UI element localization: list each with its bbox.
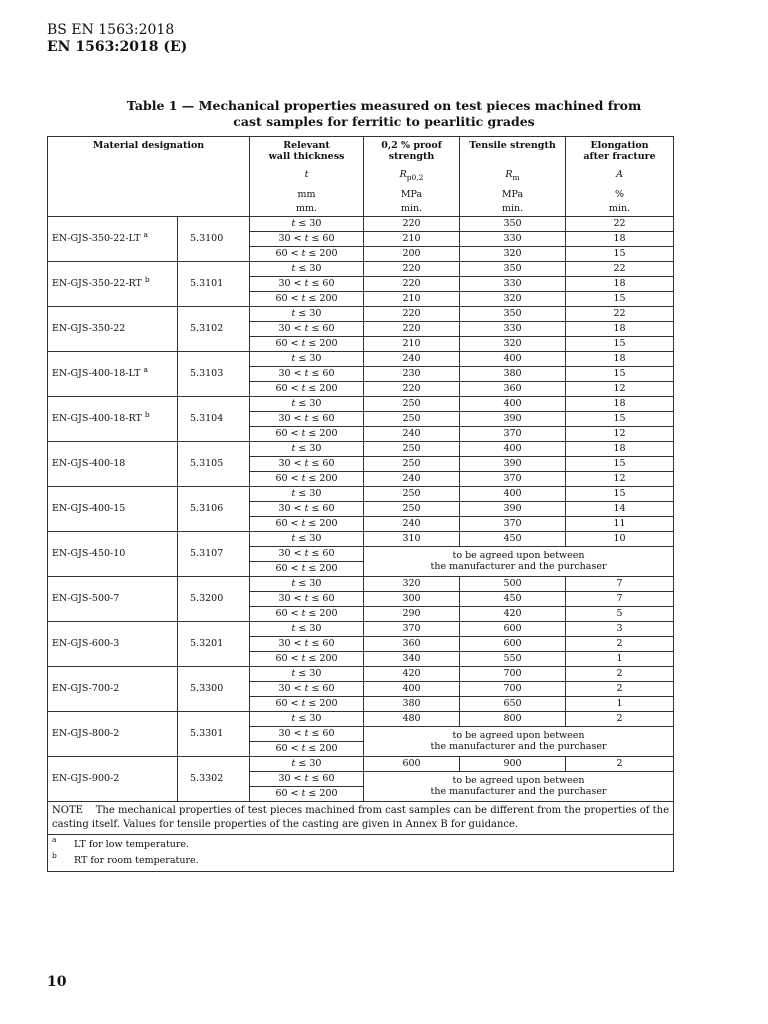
wall-thickness-range: 60 < t ≤ 200 [250, 786, 364, 801]
wall-thickness-range: t ≤ 30 [250, 621, 364, 636]
tensile-strength-value: 380 [460, 366, 566, 381]
grade-number: 5.3105 [178, 441, 250, 486]
wall-thickness-range: 60 < t ≤ 200 [250, 246, 364, 261]
wall-thickness-range: t ≤ 30 [250, 531, 364, 546]
thickness-variable: t [301, 383, 306, 394]
grade-number: 5.3301 [178, 711, 250, 756]
header-proof-strength-line-2: strength [388, 151, 435, 162]
thickness-variable: t [301, 698, 306, 709]
grade-symbol [48, 351, 178, 396]
proof-strength-value: 240 [364, 351, 460, 366]
table-row [48, 711, 674, 726]
thickness-variable: t [291, 353, 296, 364]
wall-thickness-range: 30 < t ≤ 60 [250, 321, 364, 336]
thickness-variable: t [304, 503, 309, 514]
elongation-value: 5 [566, 606, 674, 621]
proof-strength-value: 250 [364, 411, 460, 426]
table-row [48, 216, 674, 231]
elongation-value: 18 [566, 396, 674, 411]
grade-number: 5.3103 [178, 351, 250, 396]
thickness-variable: t [304, 638, 309, 649]
table-row [48, 351, 674, 366]
proof-strength-value: 370 [364, 621, 460, 636]
table-row [48, 756, 674, 771]
elongation-value: 10 [566, 531, 674, 546]
thickness-variable: t [304, 323, 309, 334]
thickness-variable: t [291, 533, 296, 544]
tensile-strength-value: 320 [460, 291, 566, 306]
grade-number: 5.3300 [178, 666, 250, 711]
thickness-variable: t [291, 308, 296, 319]
header-material-designation: Material designation [48, 137, 250, 217]
grade-number: 5.3101 [178, 261, 250, 306]
elongation-value: 15 [566, 411, 674, 426]
elongation-value: 1 [566, 696, 674, 711]
tensile-strength-value: 330 [460, 276, 566, 291]
tensile-strength-value: 330 [460, 321, 566, 336]
tensile-strength-value: 350 [460, 306, 566, 321]
thickness-variable: t [291, 398, 296, 409]
wall-thickness-range: 30 < t ≤ 60 [250, 231, 364, 246]
table-row [48, 306, 674, 321]
header-proof-strength-line-1: 0,2 % proof [381, 140, 442, 151]
symbol-rm [460, 162, 566, 186]
wall-thickness-range: 60 < t ≤ 200 [250, 426, 364, 441]
tensile-strength-value: 600 [460, 636, 566, 651]
proof-strength-value: 220 [364, 216, 460, 231]
wall-thickness-range: 30 < t ≤ 60 [250, 456, 364, 471]
thickness-variable: t [301, 653, 306, 664]
elongation-value: 22 [566, 216, 674, 231]
proof-strength-value: 310 [364, 531, 460, 546]
elongation-value: 18 [566, 321, 674, 336]
grade-symbol-text: EN-GJS-450-10 [52, 548, 126, 559]
min-proof: min. [364, 202, 460, 216]
elongation-value: 2 [566, 711, 674, 726]
agreement-note-line-2: the manufacturer and the purchaser [430, 561, 607, 572]
agreement-note-line-2: the manufacturer and the purchaser [430, 786, 607, 797]
thickness-variable: t [291, 623, 296, 634]
header-wall-thickness-line-2: wall thickness [268, 151, 345, 162]
thickness-variable: t [291, 218, 296, 229]
grade-symbol [48, 261, 178, 306]
min-mm: mm. [250, 202, 364, 216]
tensile-strength-value: 390 [460, 456, 566, 471]
thickness-variable: t [304, 458, 309, 469]
grade-symbol-text: EN-GJS-350-22-RT [52, 278, 142, 289]
thickness-variable: t [301, 428, 306, 439]
wall-thickness-range: 30 < t ≤ 60 [250, 546, 364, 561]
proof-strength-value: 380 [364, 696, 460, 711]
grade-symbol-text: EN-GJS-500-7 [52, 593, 120, 604]
thickness-variable: t [291, 668, 296, 679]
unit-mpa-tensile: MPa [460, 186, 566, 202]
tensile-strength-value: 370 [460, 471, 566, 486]
grade-footnote-ref: b [144, 409, 150, 419]
proof-strength-value: 250 [364, 501, 460, 516]
elongation-value: 15 [566, 246, 674, 261]
elongation-value: 12 [566, 471, 674, 486]
elongation-value: 22 [566, 261, 674, 276]
proof-strength-value: 200 [364, 246, 460, 261]
grade-symbol [48, 531, 178, 576]
proof-strength-value: 250 [364, 456, 460, 471]
grade-symbol [48, 216, 178, 261]
elongation-value: 3 [566, 621, 674, 636]
thickness-variable: t [304, 728, 309, 739]
thickness-variable: t [291, 263, 296, 274]
grade-number: 5.3107 [178, 531, 250, 576]
proof-strength-value: 300 [364, 591, 460, 606]
page-number: 10 [47, 974, 67, 990]
proof-strength-value: 240 [364, 471, 460, 486]
wall-thickness-range: 60 < t ≤ 200 [250, 561, 364, 576]
grade-symbol [48, 621, 178, 666]
wall-thickness-range: t ≤ 30 [250, 486, 364, 501]
thickness-variable: t [301, 563, 306, 574]
wall-thickness-range: 30 < t ≤ 60 [250, 411, 364, 426]
header-tensile-strength: Tensile strength [460, 137, 566, 163]
table-row [48, 666, 674, 681]
wall-thickness-range: 60 < t ≤ 200 [250, 696, 364, 711]
unit-mpa-proof: MPa [364, 186, 460, 202]
grade-number: 5.3104 [178, 396, 250, 441]
wall-thickness-range: t ≤ 30 [250, 351, 364, 366]
wall-thickness-range: 60 < t ≤ 200 [250, 516, 364, 531]
wall-thickness-range: 60 < t ≤ 200 [250, 651, 364, 666]
proof-strength-value: 240 [364, 426, 460, 441]
grade-symbol-text: EN-GJS-350-22 [52, 323, 126, 334]
grade-number: 5.3106 [178, 486, 250, 531]
symbol-t: t [250, 162, 364, 186]
proof-strength-value: 220 [364, 306, 460, 321]
thickness-variable: t [304, 548, 309, 559]
grade-symbol [48, 306, 178, 351]
grade-footnote-ref: b [144, 274, 150, 284]
tensile-strength-value: 360 [460, 381, 566, 396]
document-header-bs: BS EN 1563:2018 [47, 22, 175, 38]
unit-percent: % [566, 186, 674, 202]
wall-thickness-range: t ≤ 30 [250, 261, 364, 276]
grade-footnote-ref: a [143, 364, 148, 374]
proof-strength-value: 220 [364, 276, 460, 291]
tensile-strength-value: 320 [460, 246, 566, 261]
table-row [48, 396, 674, 411]
tensile-strength-value: 400 [460, 441, 566, 456]
grade-number: 5.3201 [178, 621, 250, 666]
elongation-value: 7 [566, 576, 674, 591]
header-elongation-line-1: Elongation [590, 140, 649, 151]
thickness-variable: t [301, 473, 306, 484]
thickness-variable: t [301, 743, 306, 754]
tensile-strength-value: 600 [460, 621, 566, 636]
footnote-a-text: LT for low temperature. [74, 838, 190, 850]
grade-symbol [48, 666, 178, 711]
table-caption-line-1: Table 1 — Mechanical properties measured on test pieces machined from [126, 98, 642, 113]
wall-thickness-range: 30 < t ≤ 60 [250, 771, 364, 786]
header-elongation-line-2: after fracture [583, 151, 656, 162]
wall-thickness-range: t ≤ 30 [250, 711, 364, 726]
symbol-rm-subscript: m [512, 172, 520, 182]
elongation-value: 12 [566, 426, 674, 441]
grade-number: 5.3102 [178, 306, 250, 351]
wall-thickness-range: 30 < t ≤ 60 [250, 591, 364, 606]
thickness-variable: t [291, 443, 296, 454]
elongation-value: 14 [566, 501, 674, 516]
agreement-note [364, 726, 674, 756]
table-row [48, 621, 674, 636]
header-elongation [566, 137, 674, 163]
thickness-variable: t [301, 608, 306, 619]
proof-strength-value: 400 [364, 681, 460, 696]
document-header-en: EN 1563:2018 (E) [47, 39, 188, 55]
tensile-strength-value: 400 [460, 351, 566, 366]
grade-symbol-text: EN-GJS-700-2 [52, 683, 120, 694]
proof-strength-value: 230 [364, 366, 460, 381]
wall-thickness-range: 30 < t ≤ 60 [250, 726, 364, 741]
wall-thickness-range: 30 < t ≤ 60 [250, 501, 364, 516]
grade-number: 5.3100 [178, 216, 250, 261]
note-text: The mechanical properties of test pieces machined from cast samples can be different from the properties of the casting itself. Values for tensile properties of the casting are given in Annex B for guidance. [52, 804, 670, 830]
grade-symbol-text: EN-GJS-400-18-RT [52, 413, 142, 424]
wall-thickness-range: t ≤ 30 [250, 756, 364, 771]
wall-thickness-range: 60 < t ≤ 200 [250, 606, 364, 621]
agreement-note-line-1: to be agreed upon between [452, 730, 585, 741]
elongation-value: 12 [566, 381, 674, 396]
tensile-strength-value: 400 [460, 486, 566, 501]
grade-symbol-text: EN-GJS-800-2 [52, 728, 120, 739]
thickness-variable: t [304, 773, 309, 784]
elongation-value: 15 [566, 486, 674, 501]
elongation-value: 15 [566, 291, 674, 306]
proof-strength-value: 340 [364, 651, 460, 666]
wall-thickness-range: 60 < t ≤ 200 [250, 381, 364, 396]
proof-strength-value: 220 [364, 261, 460, 276]
tensile-strength-value: 320 [460, 336, 566, 351]
tensile-strength-value: 650 [460, 696, 566, 711]
thickness-variable: t [301, 518, 306, 529]
tensile-strength-value: 350 [460, 216, 566, 231]
elongation-value: 2 [566, 666, 674, 681]
wall-thickness-range: t ≤ 30 [250, 396, 364, 411]
table-caption-line-2: cast samples for ferritic to pearlitic grades [233, 114, 535, 129]
header-proof-strength [364, 137, 460, 163]
proof-strength-value: 360 [364, 636, 460, 651]
wall-thickness-range: 30 < t ≤ 60 [250, 366, 364, 381]
wall-thickness-range: t ≤ 30 [250, 441, 364, 456]
thickness-variable: t [291, 758, 296, 769]
grade-symbol-text: EN-GJS-400-18-LT [52, 368, 141, 379]
thickness-variable: t [304, 683, 309, 694]
symbol-rp-subscript: p0,2 [406, 172, 424, 182]
thickness-variable: t [301, 788, 306, 799]
thickness-variable: t [301, 248, 306, 259]
proof-strength-value: 220 [364, 321, 460, 336]
grade-symbol-text: EN-GJS-400-15 [52, 503, 126, 514]
symbol-rp02 [364, 162, 460, 186]
elongation-value: 18 [566, 276, 674, 291]
grade-symbol [48, 486, 178, 531]
table-row [48, 486, 674, 501]
wall-thickness-range: 30 < t ≤ 60 [250, 276, 364, 291]
tensile-strength-value: 800 [460, 711, 566, 726]
symbol-rp-letter: R [399, 168, 407, 180]
grade-footnote-ref: a [143, 229, 148, 239]
elongation-value: 18 [566, 351, 674, 366]
thickness-variable: t [291, 578, 296, 589]
grade-symbol-text: EN-GJS-600-3 [52, 638, 120, 649]
elongation-value: 18 [566, 231, 674, 246]
grade-number: 5.3200 [178, 576, 250, 621]
table-row [48, 261, 674, 276]
proof-strength-value: 250 [364, 486, 460, 501]
proof-strength-value: 210 [364, 336, 460, 351]
wall-thickness-range: t ≤ 30 [250, 576, 364, 591]
table-caption [0, 98, 768, 130]
proof-strength-value: 290 [364, 606, 460, 621]
elongation-value: 22 [566, 306, 674, 321]
thickness-variable: t [304, 233, 309, 244]
elongation-value: 2 [566, 636, 674, 651]
proof-strength-value: 600 [364, 756, 460, 771]
wall-thickness-range: 60 < t ≤ 200 [250, 291, 364, 306]
grade-symbol [48, 711, 178, 756]
wall-thickness-range: 60 < t ≤ 200 [250, 336, 364, 351]
grade-symbol [48, 441, 178, 486]
elongation-value: 15 [566, 456, 674, 471]
min-tensile: min. [460, 202, 566, 216]
footnote-b: $^b$ RT for room temperature. [52, 851, 199, 866]
grade-symbol-text: EN-GJS-350-22-LT [52, 233, 141, 244]
symbol-a: A [566, 162, 674, 186]
tensile-strength-value: 400 [460, 396, 566, 411]
grade-symbol-text: EN-GJS-400-18 [52, 458, 126, 469]
thickness-variable: t [291, 488, 296, 499]
tensile-strength-value: 390 [460, 411, 566, 426]
tensile-strength-value: 500 [460, 576, 566, 591]
tensile-strength-value: 350 [460, 261, 566, 276]
thickness-variable: t [304, 368, 309, 379]
agreement-note-line-1: to be agreed upon between [452, 775, 585, 786]
grade-number: 5.3302 [178, 756, 250, 801]
agreement-note [364, 771, 674, 801]
tensile-strength-value: 450 [460, 531, 566, 546]
elongation-value: 18 [566, 441, 674, 456]
min-elongation: min. [566, 202, 674, 216]
tensile-strength-value: 550 [460, 651, 566, 666]
tensile-strength-value: 390 [460, 501, 566, 516]
footnote-b-text: RT for room temperature. [74, 854, 199, 866]
footnote-a: $^a$ LT for low temperature. [52, 835, 190, 850]
thickness-variable: t [304, 593, 309, 604]
wall-thickness-range: 30 < t ≤ 60 [250, 636, 364, 651]
table-footnotes [48, 834, 674, 871]
table-note [48, 801, 674, 834]
tensile-strength-value: 370 [460, 426, 566, 441]
table-row [48, 531, 674, 546]
wall-thickness-range: 30 < t ≤ 60 [250, 681, 364, 696]
thickness-variable: t [301, 338, 306, 349]
agreement-note [364, 546, 674, 576]
tensile-strength-value: 330 [460, 231, 566, 246]
wall-thickness-range: t ≤ 30 [250, 216, 364, 231]
elongation-value: 15 [566, 336, 674, 351]
wall-thickness-range: 60 < t ≤ 200 [250, 741, 364, 756]
elongation-value: 2 [566, 756, 674, 771]
tensile-strength-value: 700 [460, 666, 566, 681]
tensile-strength-value: 450 [460, 591, 566, 606]
unit-mm: mm [250, 186, 364, 202]
symbol-rm-letter: R [505, 168, 513, 180]
proof-strength-value: 320 [364, 576, 460, 591]
agreement-note-line-1: to be agreed upon between [452, 550, 585, 561]
grade-symbol [48, 396, 178, 441]
proof-strength-value: 220 [364, 381, 460, 396]
tensile-strength-value: 370 [460, 516, 566, 531]
header-wall-thickness [250, 137, 364, 163]
proof-strength-value: 250 [364, 441, 460, 456]
proof-strength-value: 250 [364, 396, 460, 411]
tensile-strength-value: 900 [460, 756, 566, 771]
grade-symbol [48, 756, 178, 801]
mechanical-properties-table [47, 136, 674, 872]
elongation-value: 11 [566, 516, 674, 531]
grade-symbol [48, 576, 178, 621]
thickness-variable: t [291, 713, 296, 724]
proof-strength-value: 480 [364, 711, 460, 726]
wall-thickness-range: t ≤ 30 [250, 666, 364, 681]
tensile-strength-value: 420 [460, 606, 566, 621]
elongation-value: 1 [566, 651, 674, 666]
wall-thickness-range: 60 < t ≤ 200 [250, 471, 364, 486]
proof-strength-value: 240 [364, 516, 460, 531]
tensile-strength-value: 700 [460, 681, 566, 696]
elongation-value: 15 [566, 366, 674, 381]
elongation-value: 7 [566, 591, 674, 606]
elongation-value: 2 [566, 681, 674, 696]
grade-symbol-text: EN-GJS-900-2 [52, 773, 120, 784]
proof-strength-value: 420 [364, 666, 460, 681]
table-row [48, 576, 674, 591]
table-row [48, 441, 674, 456]
header-wall-thickness-line-1: Relevant [283, 140, 330, 151]
note-label: NOTE [52, 804, 83, 816]
proof-strength-value: 210 [364, 291, 460, 306]
proof-strength-value: 210 [364, 231, 460, 246]
thickness-variable: t [301, 293, 306, 304]
wall-thickness-range: t ≤ 30 [250, 306, 364, 321]
grade-rows [48, 216, 674, 801]
thickness-variable: t [304, 278, 309, 289]
agreement-note-line-2: the manufacturer and the purchaser [430, 741, 607, 752]
thickness-variable: t [304, 413, 309, 424]
